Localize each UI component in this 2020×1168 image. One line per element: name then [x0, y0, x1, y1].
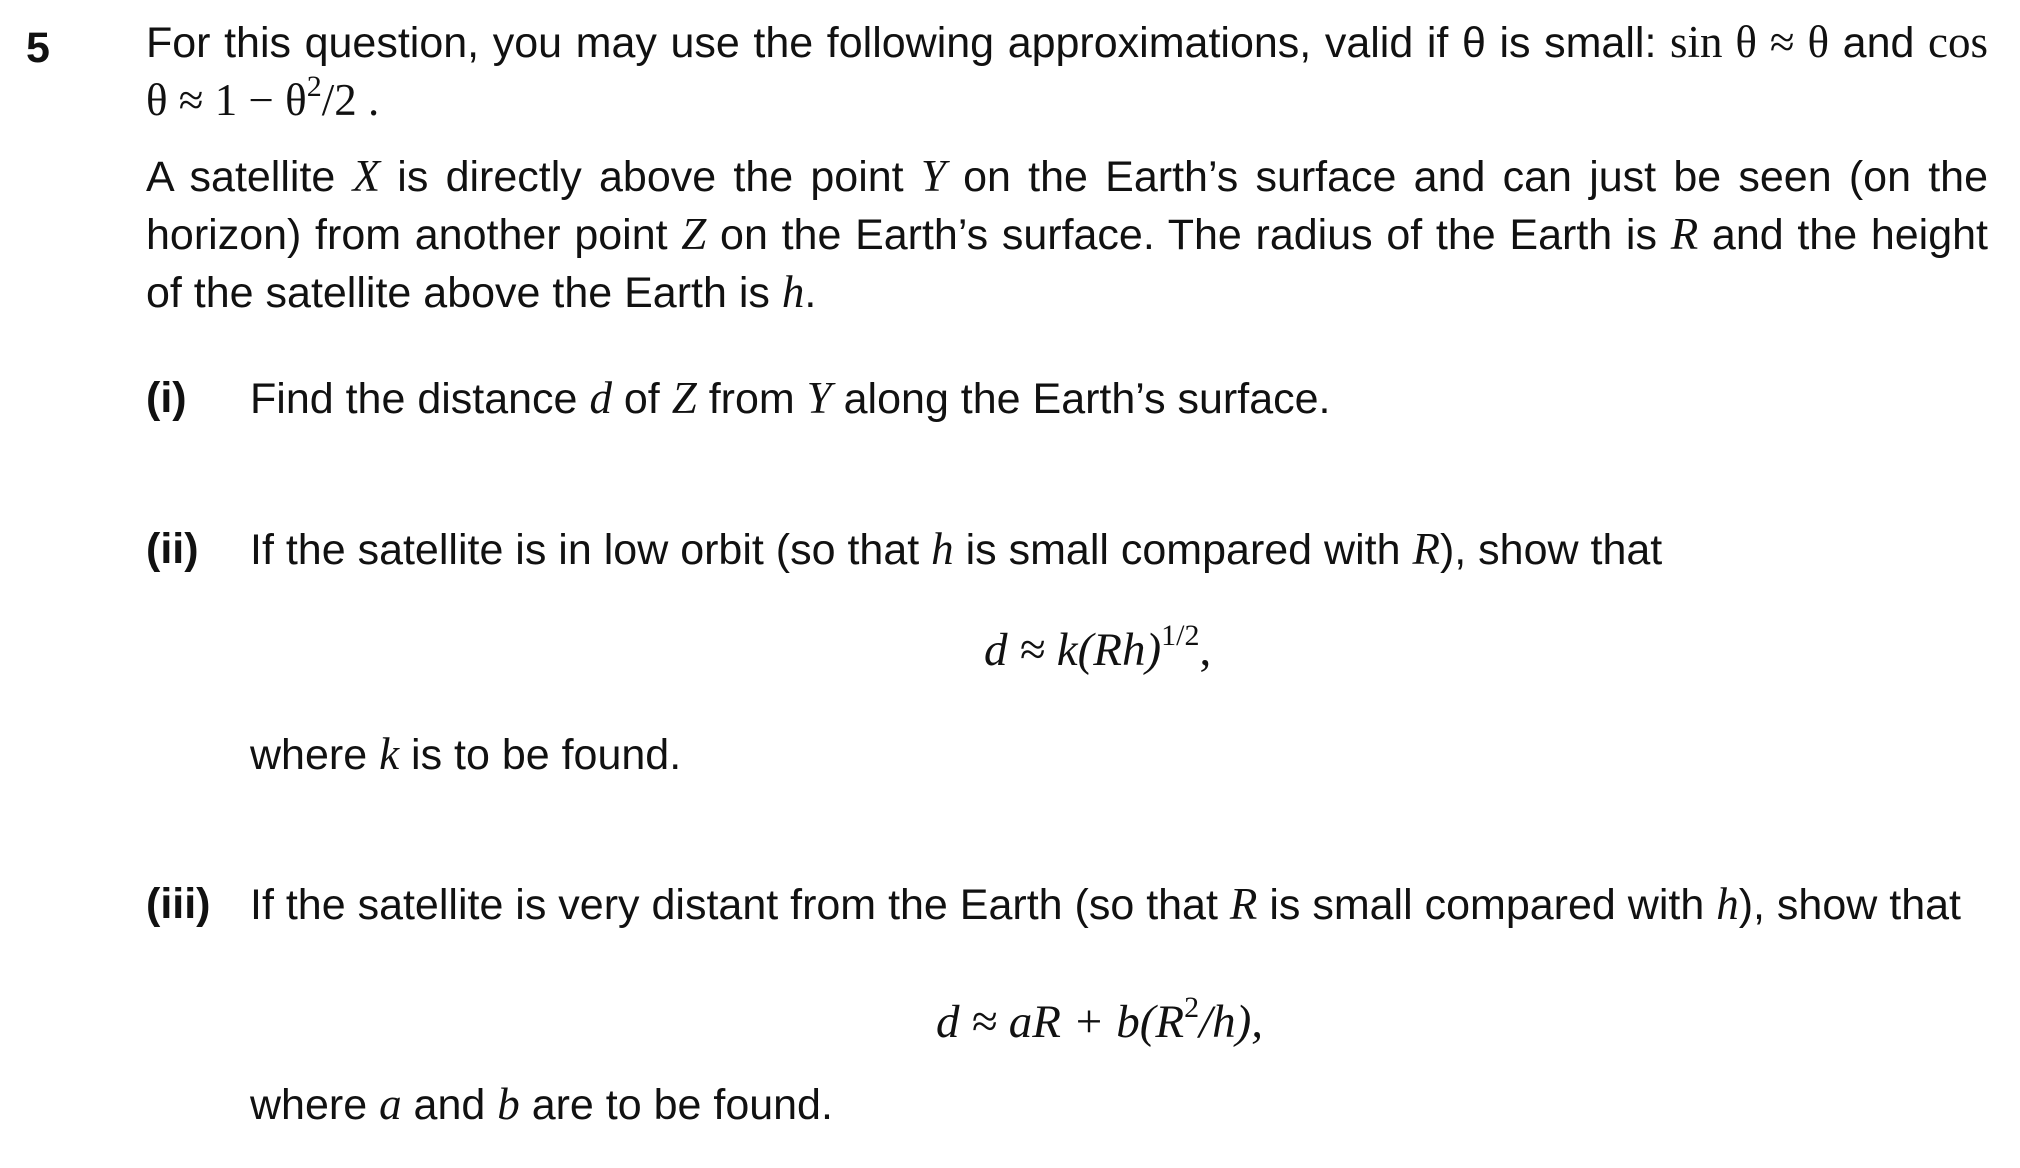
part-i-text: Find the distance d of Z from Y along the Earth’s surface. [250, 373, 1331, 423]
setup-paragraph: A satellite X is directly above the point Y on the Earth’s surface and can just be seen (on the horizon) from another point Z on the Earth’s surface. The radius of the Earth is R and the height of the satellite above the Earth is h. [146, 151, 1989, 317]
and-word: and [1842, 19, 1915, 67]
part-iii-equation: d ≈ aR + $b(R^2/h)$, [936, 991, 1264, 1048]
var-X: X [352, 151, 381, 201]
part-iii-label: (iii) [146, 880, 211, 928]
part-iii-text: If the satellite is very distant from the Earth (so that R is small compared with h), show that [250, 879, 1961, 929]
intro-paragraph [146, 14, 1988, 130]
sin-approximation: sin θ ≈ θ [1670, 17, 1830, 67]
part-i-label: (i) [146, 374, 187, 422]
cos-approximation: $\cos \theta \approx 1 - \theta^2/2$ . [146, 17, 1989, 125]
var-h: h [781, 267, 805, 317]
var-Z: Z [681, 209, 707, 259]
part-ii-equation: $d \approx k(Rh)^{1/2}$, [984, 619, 1212, 676]
question-number: 5 [26, 24, 50, 72]
var-R: R [1670, 209, 1699, 259]
part-ii-label: (ii) [146, 525, 199, 573]
intro-text: For this question, you may use the following approximations, valid if θ is small: [146, 19, 1657, 67]
part-ii-text: If the satellite is in low orbit (so that h is small compared with R), show that [250, 524, 1663, 574]
var-Y: Y [920, 151, 946, 201]
